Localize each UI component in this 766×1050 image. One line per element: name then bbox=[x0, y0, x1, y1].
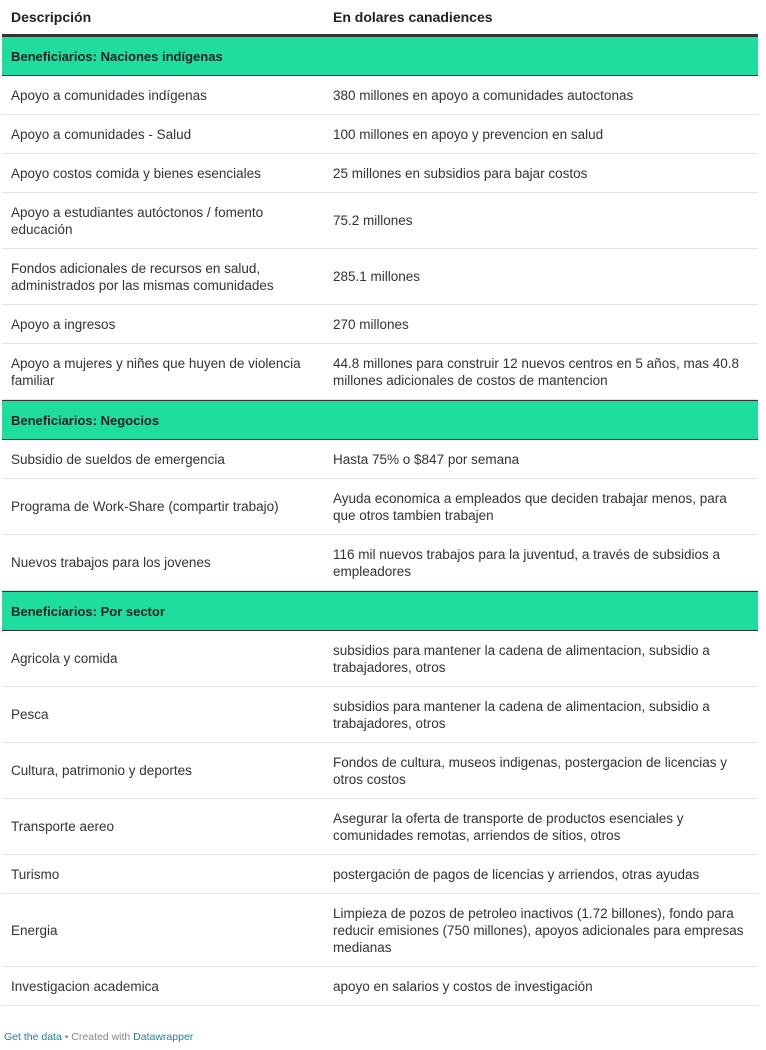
row-description: Energia bbox=[11, 922, 58, 938]
header-amount: En dolares canadiences bbox=[333, 9, 493, 25]
table-row bbox=[2, 894, 758, 967]
footer-separator: • Created with bbox=[61, 1031, 134, 1043]
data-table bbox=[2, 0, 758, 1006]
row-description: Transporte aereo bbox=[11, 819, 115, 834]
row-description: Apoyo a estudiantes autóctonos / fomento educación bbox=[11, 204, 264, 237]
row-amount: Asegurar la oferta de transporte de productos esenciales y comunidades remotas, arriendos de sitios, otros bbox=[333, 810, 684, 843]
row-amount: 285.1 millones bbox=[333, 269, 421, 284]
table-row bbox=[2, 855, 758, 894]
row-description: Apoyo costos comida y bienes esenciales bbox=[11, 165, 261, 181]
table-row bbox=[2, 479, 758, 535]
row-amount: 270 millones bbox=[333, 316, 409, 332]
table-row bbox=[2, 344, 758, 400]
get-data-link[interactable]: Get the data bbox=[4, 1031, 62, 1043]
table-row bbox=[2, 440, 758, 479]
row-description: Subsidio de sueldos de emergencia bbox=[11, 451, 225, 467]
header-description: Descripción bbox=[11, 9, 92, 25]
row-description: Programa de Work-Share (compartir trabajo) bbox=[11, 499, 279, 514]
group-row bbox=[2, 400, 758, 440]
row-description: Cultura, patrimonio y deportes bbox=[11, 763, 192, 778]
group-title: Beneficiarios: Negocios bbox=[11, 412, 160, 428]
group-row bbox=[2, 36, 758, 76]
row-description: Investigacion academica bbox=[11, 978, 159, 994]
group-title: Beneficiarios: Por sector bbox=[11, 603, 165, 619]
row-description: Nuevos trabajos para los jovenes bbox=[11, 555, 211, 570]
table-row bbox=[2, 799, 758, 855]
row-amount: subsidios para mantener la cadena de alimentacion, subsidio a trabajadores, otros bbox=[333, 642, 710, 675]
row-amount: Fondos de cultura, museos indigenas, postergacion de licencias y otros costos bbox=[333, 754, 727, 787]
row-description: Fondos adicionales de recursos en salud, administrados por las mismas comunidades bbox=[11, 260, 274, 293]
row-description: Turismo bbox=[11, 866, 60, 882]
row-description: Agricola y comida bbox=[11, 651, 118, 666]
table-row bbox=[2, 115, 758, 154]
datawrapper-link[interactable]: Datawrapper bbox=[133, 1031, 194, 1043]
table-header bbox=[2, 0, 758, 36]
row-description: Apoyo a ingresos bbox=[11, 316, 116, 332]
row-amount: Ayuda economica a empleados que deciden trabajar menos, para que otros tambien trabajen bbox=[333, 490, 727, 523]
row-amount: 44.8 millones para construir 12 nuevos centros en 5 años, mas 40.8 millones adicionales de costos de mantencion bbox=[333, 355, 739, 388]
table-row bbox=[2, 687, 758, 743]
row-amount: postergación de pagos de licencias y arriendos, otras ayudas bbox=[333, 866, 700, 882]
table-row bbox=[2, 76, 758, 115]
row-description: Apoyo a comunidades - Salud bbox=[11, 126, 192, 142]
table-row bbox=[2, 967, 758, 1006]
table-row bbox=[2, 535, 758, 591]
row-amount: 380 millones en apoyo a comunidades autoctonas bbox=[333, 87, 634, 103]
table-row bbox=[2, 305, 758, 344]
table-row bbox=[2, 743, 758, 799]
row-description: Apoyo a mujeres y niñes que huyen de violencia familiar bbox=[11, 355, 301, 388]
row-amount: Limpieza de pozos de petroleo inactivos (1.72 billones), fondo para reducir emisiones (750 millones), apoyos adicionales para empresas medianas bbox=[333, 905, 744, 955]
row-amount: apoyo en salarios y costos de investigación bbox=[333, 978, 593, 994]
row-amount: Hasta 75% o $847 por semana bbox=[333, 451, 520, 467]
row-amount: subsidios para mantener la cadena de alimentacion, subsidio a trabajadores, otros bbox=[333, 698, 710, 731]
row-description: Apoyo a comunidades indígenas bbox=[11, 87, 207, 103]
group-title: Beneficiarios: Naciones indígenas bbox=[11, 48, 223, 64]
table-row bbox=[2, 193, 758, 249]
table-row bbox=[2, 154, 758, 193]
row-amount: 75.2 millones bbox=[333, 213, 413, 228]
table-row bbox=[2, 249, 758, 305]
table-body bbox=[2, 36, 758, 1006]
row-amount: 100 millones en apoyo y prevencion en salud bbox=[333, 126, 604, 142]
row-description: Pesca bbox=[11, 707, 49, 722]
footer bbox=[4, 1031, 193, 1043]
group-row bbox=[2, 591, 758, 631]
row-amount: 25 millones en subsidios para bajar costos bbox=[333, 165, 588, 181]
row-amount: 116 mil nuevos trabajos para la juventud, a través de subsidios a empleadores bbox=[333, 546, 720, 579]
table-row bbox=[2, 631, 758, 687]
